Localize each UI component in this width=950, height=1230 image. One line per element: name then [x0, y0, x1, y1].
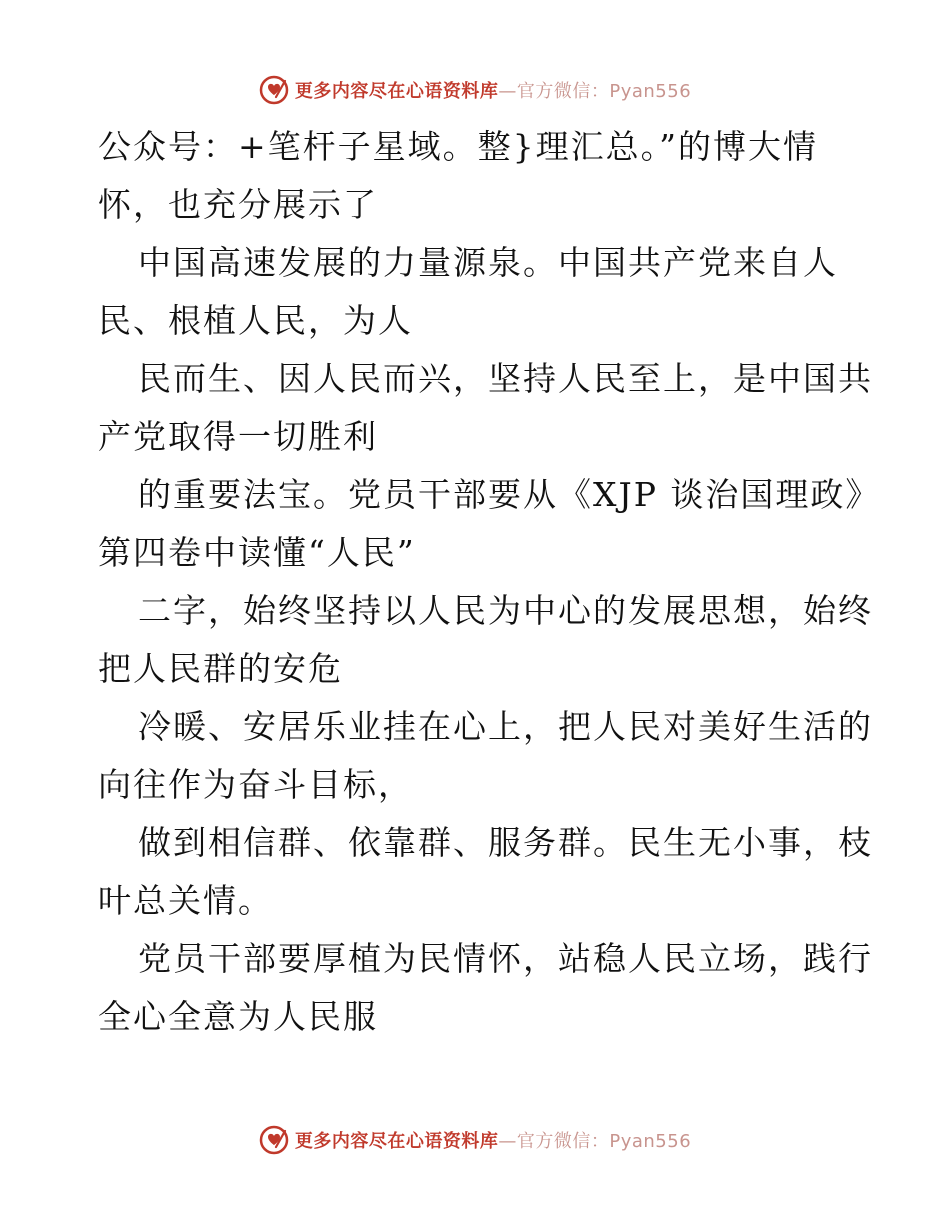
body-line: 叶总关情。 — [98, 881, 273, 920]
body-line: 的重要法宝。党员干部要从《XJP 谈治国理政》 — [138, 475, 881, 514]
body-line: 中国高速发展的力量源泉。中国共产党来自人 — [138, 243, 838, 282]
header-wechat-label: 官方微信： — [516, 81, 610, 102]
document-body — [98, 118, 881, 1046]
footer-banner — [0, 1120, 950, 1160]
body-line: 党员干部要厚植为民情怀，站稳人民立场，践行 — [138, 939, 873, 978]
body-line: 二字，始终坚持以人民为中心的发展思想，始终 — [138, 591, 873, 630]
body-text — [98, 118, 881, 1046]
body-line: 公众号：+笔杆子星域。整}理汇总。”的博大情 — [98, 127, 819, 166]
body-line: 民而生、因人民而兴，坚持人民至上，是中国共 — [138, 359, 873, 398]
footer-wechat-label: 官方微信： — [516, 1131, 610, 1152]
body-line: 冷暖、安居乐业挂在心上，把人民对美好生活的 — [138, 707, 873, 746]
body-line: 把人民群的安危 — [98, 649, 343, 688]
body-line: 向往作为奋斗目标， — [98, 765, 413, 804]
footer-wechat-id: Pyan556 — [609, 1131, 692, 1152]
footer-site-text: 更多内容尽在心语资料库 — [294, 1131, 499, 1152]
header-banner — [0, 70, 950, 110]
body-line: 全心全意为人民服 — [98, 997, 378, 1036]
footer-separator: — — [498, 1131, 517, 1152]
body-line: 第四卷中读懂“人民” — [98, 533, 416, 572]
body-line: 产党取得一切胜利 — [98, 417, 378, 456]
header-wechat-id: Pyan556 — [609, 81, 692, 102]
heart-pen-logo-icon — [259, 1125, 289, 1155]
footer-banner-text — [295, 1127, 691, 1153]
body-line: 怀，也充分展示了 — [98, 185, 378, 224]
body-line: 民、根植人民，为人 — [98, 301, 413, 340]
body-line: 做到相信群、依靠群、服务群。民生无小事，枝 — [138, 823, 873, 862]
header-site-text: 更多内容尽在心语资料库 — [294, 81, 499, 102]
heart-pen-logo-icon — [259, 75, 289, 105]
header-separator: — — [498, 81, 517, 102]
header-banner-text — [295, 77, 691, 103]
